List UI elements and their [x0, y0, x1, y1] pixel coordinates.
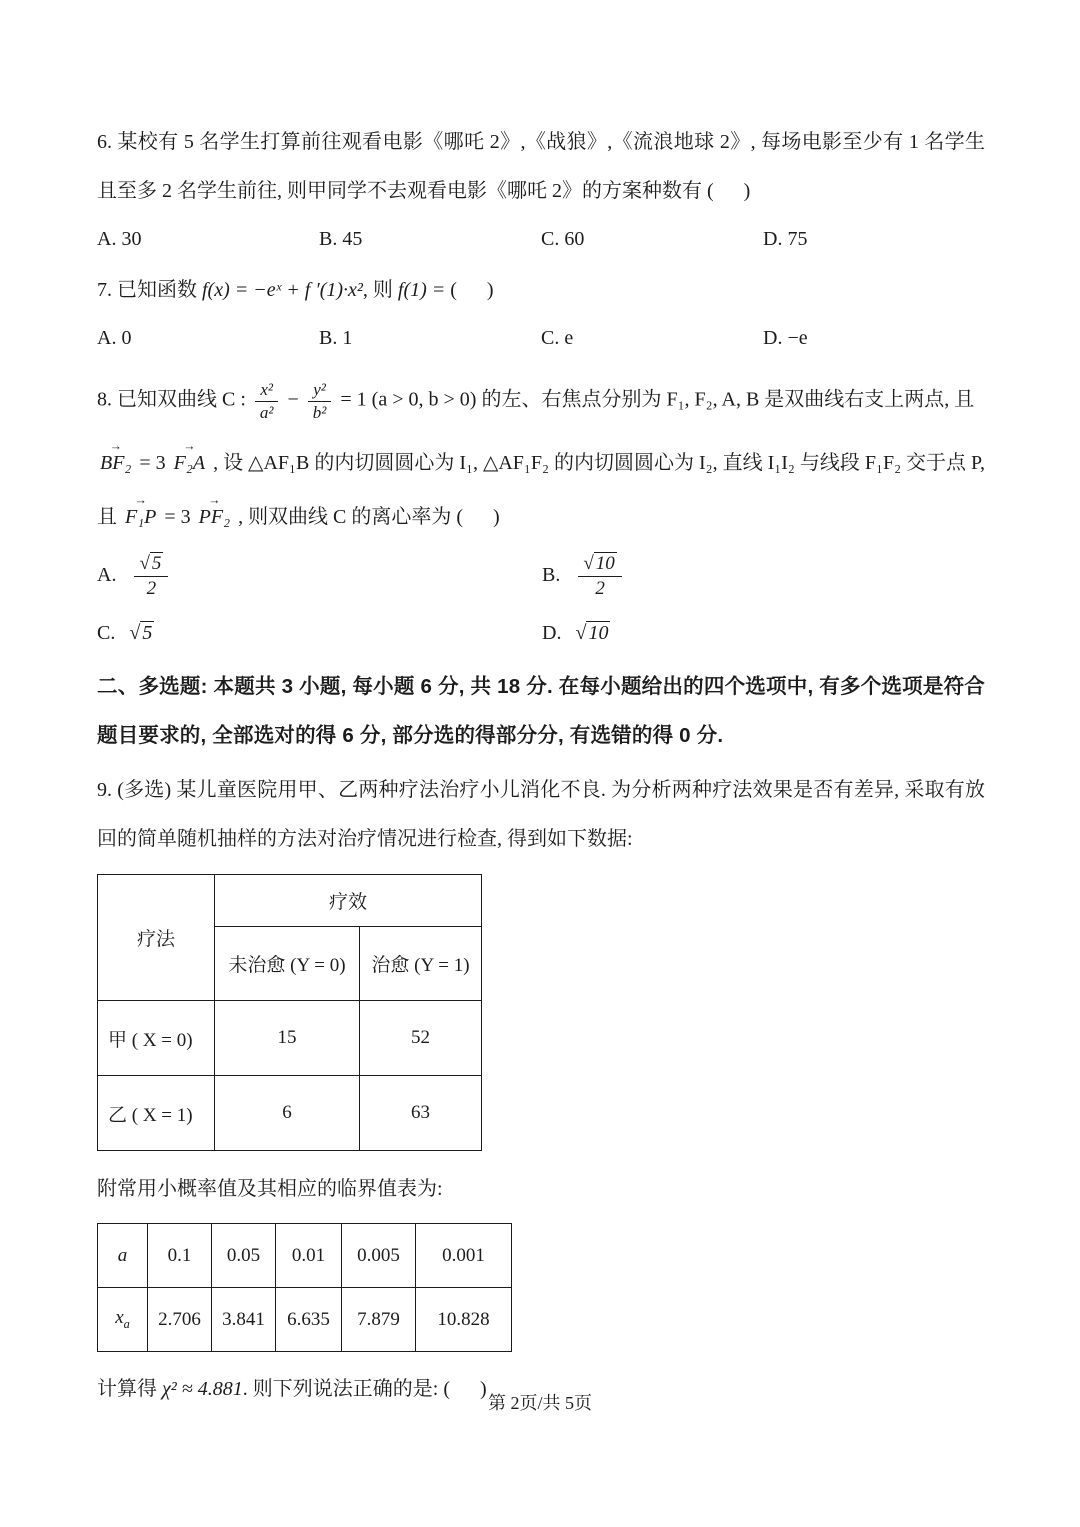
- option-7b: B. 1: [319, 327, 353, 349]
- question-7-options: [97, 315, 985, 361]
- option-8b: B. $\frac{√ 10}{2}$: [542, 553, 985, 600]
- question-8-text3: , 设 △AF₁B 的内切圆圆心为 I₁, △AF₁F₂ 的内切圆圆心为 I₂, 直线 I₁I₂ 与线段 F₁F₂ 交于点 P,: [213, 452, 985, 475]
- equals-3: = 3: [139, 452, 166, 475]
- fraction-y2-b2: $\frac{\text{y²}}{\text{b²}}$: [308, 380, 332, 422]
- question-6-text: 6. 某校有 5 名学生打算前往观看电影《哪吒 2》,《战狼》,《流浪地球 2》, 每场电影至少有 1 名学生且至多 2 名学生前往, 则甲同学不去观看电影《哪吒 2》的方案种数有 ( ): [97, 131, 985, 202]
- table-row: [98, 1224, 512, 1288]
- cell-jia-cured: 52: [360, 1001, 482, 1076]
- fraction-sqrt10-2: $\frac{√ 10}{2}$: [578, 553, 621, 600]
- question-6: [97, 118, 985, 216]
- sqrt-5: √ 5: [129, 621, 153, 644]
- cell-alpha-label: a: [98, 1224, 148, 1288]
- cell-therapy-header: 疗法: [98, 875, 215, 1001]
- cell-xa-4: 7.879: [342, 1288, 416, 1352]
- cell-alpha-2: 0.05: [212, 1224, 276, 1288]
- chi-suffix: . 则下列说法正确的是: ( ): [242, 1378, 487, 1401]
- cell-alpha-4: 0.005: [342, 1224, 416, 1288]
- option-6a: A. 30: [97, 228, 142, 250]
- therapy-data-table: [97, 874, 482, 1151]
- cell-alpha-3: 0.01: [276, 1224, 342, 1288]
- equals-3b: = 3: [164, 506, 191, 529]
- question-8-line2: [97, 435, 985, 489]
- cell-jia-not-cured: 15: [215, 1001, 360, 1076]
- option-8c: C. √ 5: [97, 621, 153, 644]
- question-8-text1: 8. 已知双曲线 C :: [97, 388, 246, 411]
- question-7-formula2: f(1) =: [397, 279, 446, 301]
- critical-value-note: 附常用小概率值及其相应的临界值表为:: [97, 1178, 443, 1201]
- option-6d: D. 75: [763, 228, 808, 250]
- cell-xa-3: 6.635: [276, 1288, 342, 1352]
- table-row: [98, 1001, 482, 1076]
- cell-cured-header: 治愈 (Y = 1): [360, 927, 482, 1001]
- question-8-text2: = 1 (a > 0, b > 0) 的左、右焦点分别为 F₁, F₂, A, B 是双曲线右支上两点, 且: [340, 388, 975, 411]
- question-7-blank: ( ): [445, 279, 494, 301]
- question-8-line3: [97, 489, 985, 543]
- option-6c: C. 60: [541, 228, 585, 250]
- option-7a: A. 0: [97, 327, 132, 349]
- vector-BF2: BF₂ →: [100, 450, 131, 476]
- cell-row-jia-label: 甲 ( X = 0): [98, 1001, 215, 1076]
- question-8-text4: 且: [97, 506, 117, 529]
- vector-PF2: PF₂ →: [199, 504, 230, 530]
- cell-not-cured-header: 未治愈 (Y = 0): [215, 927, 360, 1001]
- option-8d: D. √ 10: [542, 621, 609, 644]
- page-number: 第 2页/共 5页: [487, 1393, 592, 1413]
- cell-xa-5: 10.828: [416, 1288, 512, 1352]
- question-6-options: [97, 216, 985, 262]
- cell-xa-label: $x_a$: [98, 1288, 148, 1352]
- cell-row-yi-label: 乙 ( X = 1): [98, 1076, 215, 1151]
- cell-alpha-5: 0.001: [416, 1224, 512, 1288]
- question-9: [97, 766, 985, 864]
- question-7: [97, 266, 985, 315]
- cell-alpha-1: 0.1: [148, 1224, 212, 1288]
- cell-yi-cured: 63: [360, 1076, 482, 1151]
- cell-xa-2: 3.841: [212, 1288, 276, 1352]
- option-7c: C. e: [541, 327, 574, 349]
- cell-effect-header: 疗效: [215, 875, 482, 927]
- option-8a: A. $\frac{√ 5}{2}$: [97, 553, 542, 600]
- chi-formula: χ² ≈ 4.881: [162, 1378, 243, 1401]
- table-row: [98, 875, 482, 927]
- option-6b: B. 45: [319, 228, 363, 250]
- table-row: [98, 1076, 482, 1151]
- question-8-options: [97, 553, 985, 646]
- cell-yi-not-cured: 6: [215, 1076, 360, 1151]
- question-7-formula: f(x) = −eˣ + f ′(1)·x²: [202, 279, 363, 301]
- option-7d: D. −e: [763, 327, 808, 349]
- vector-F1P: F₁P →: [125, 504, 156, 530]
- table-row: [98, 1288, 512, 1352]
- question-8-text5: , 则双曲线 C 的离心率为 ( ): [238, 506, 500, 529]
- question-7-prefix: 7. 已知函数: [97, 279, 202, 301]
- sqrt-10: √ 10: [575, 621, 609, 644]
- question-9-text: 9. (多选) 某儿童医院用甲、乙两种疗法治疗小儿消化不良. 为分析两种疗法效果是否有差异, 采取有放回的简单随机抽样的方法对治疗情况进行检查, 得到如下数据:: [97, 779, 985, 851]
- fraction-x2-a2: $\frac{\text{x²}}{\text{a²}}$: [255, 380, 279, 422]
- cell-xa-1: 2.706: [148, 1288, 212, 1352]
- chi-prefix: 计算得: [97, 1378, 162, 1401]
- vector-F2A: F₂A →: [174, 450, 205, 476]
- question-8-line1: [97, 365, 985, 435]
- fraction-sqrt5-2: $\frac{√ 5}{2}$: [134, 553, 168, 600]
- section-2-title: 二、多选题: 本题共 3 小题, 每小题 6 分, 共 18 分. 在每小题给出的四个选项中, 有多个选项是符合题目要求的, 全部选对的得 6 分, 部分选的得部分分, 有选错的得 0 分.: [97, 674, 985, 747]
- critical-value-table: [97, 1223, 512, 1352]
- minus-sign: −: [287, 388, 299, 411]
- question-7-mid: , 则: [362, 279, 398, 301]
